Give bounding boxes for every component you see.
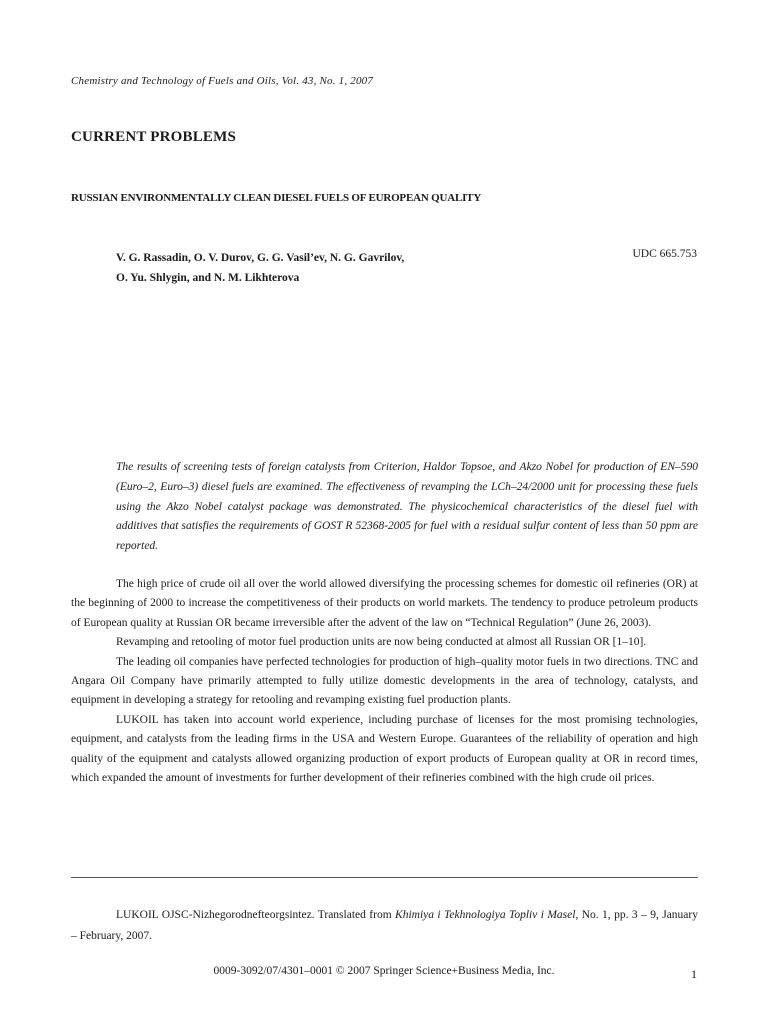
body-paragraph-1: The high price of crude oil all over the world allowed diversifying the processing schemes for domestic oil refineries (OR) at the beginning of 2000 to increase the competitiveness of their products on world markets. The tendency to produce petroleum products of European quality at Russian OR became irreversible after the advent of the law on “Technical Regulation” (June 26, 2003).: [71, 578, 698, 629]
footnote-divider: [71, 877, 698, 878]
article-title: RUSSIAN ENVIRONMENTALLY CLEAN DIESEL FUELS OF EUROPEAN QUALITY: [71, 192, 482, 204]
section-heading: CURRENT PROBLEMS: [71, 129, 237, 145]
authors-line-1: V. G. Rassadin, O. V. Durov, G. G. Vasil’ev, N. G. Gavrilov,: [116, 252, 405, 264]
footnote-suffix: , No. 1, pp. 3 – 9, January – February, 2007.: [71, 909, 698, 942]
udc-code: UDC 665.753: [632, 248, 697, 260]
footnote-source-title: Khimiya i Tekhnologiya Topliv i Masel: [395, 909, 576, 921]
journal-citation: Chemistry and Technology of Fuels and Oils, Vol. 43, No. 1, 2007: [71, 75, 374, 87]
abstract: [116, 458, 698, 557]
footnote-prefix: LUKOIL OJSC-Nizhegorodnefteorgsintez. Translated from: [116, 909, 396, 921]
copyright-line: 0009-3092/07/4301–0001 © 2007 Springer Science+Business Media, Inc.: [213, 965, 555, 977]
author-list: [116, 248, 536, 288]
footnote-text: [71, 905, 698, 947]
page-number: 1: [691, 967, 697, 981]
authors-line-2: O. Yu. Shlygin, and N. M. Likhterova: [116, 272, 300, 284]
abstract-text: The results of screening tests of foreign catalysts from Criterion, Haldor Topsoe, and Akzo Nobel for production of EN–590 (Euro–2, Euro–3) diesel fuels are examined. The effectiveness of revamping the LCh–24/2000 unit for processing these fuels using the Akzo Nobel catalyst package was demonstrated. The physicochemical characteristics of the diesel fuel with additives that satisfies the requirements of GOST R 52368-2005 for fuel with a residual sulfur content of less than 50 ppm are reported.: [116, 461, 698, 553]
body-text: [71, 575, 698, 788]
body-paragraph-4: LUKOIL has taken into account world experience, including purchase of licenses for the most promising technologies, equipment, and catalysts from the leading firms in the USA and Western Europe. Guarantees of the reliability of operation and high quality of the equipment and catalysts allowed organizing production of export products of European quality at OR in record times, which expanded the amount of investments for further development of their refineries combined with the high crude oil prices.: [71, 713, 698, 785]
body-paragraph-2: Revamping and retooling of motor fuel production units are now being conducted at almost all Russian OR [1–10].: [116, 636, 647, 649]
footnote: [71, 905, 698, 947]
body-paragraph-3: The leading oil companies have perfected technologies for production of high–quality motor fuels in two directions. TNC and Angara Oil Company have primarily attempted to fully utilize domestic developments in the area of technology, catalysts, and equipment in developing a strategy for retooling and revamping existing fuel production plants.: [71, 655, 698, 707]
